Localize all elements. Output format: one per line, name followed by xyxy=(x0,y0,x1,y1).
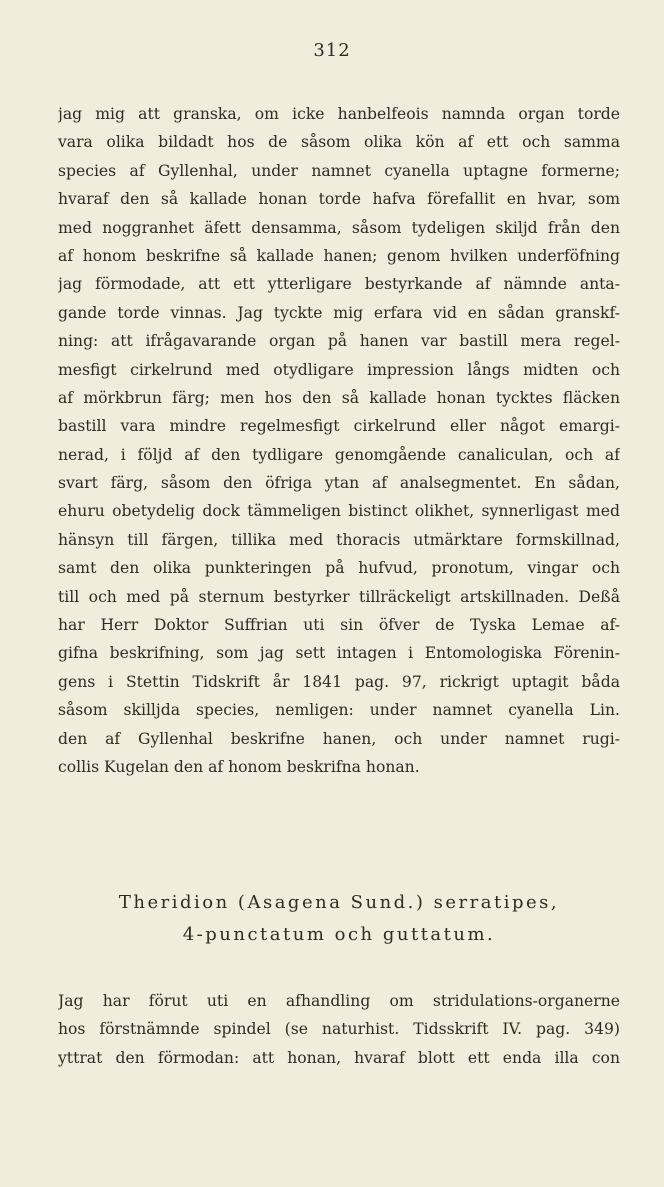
text-line: collis Kugelan den af honom beskrifna honan. xyxy=(58,757,420,776)
text-line: Jag har förut uti en afhandling om stridulations-organerne xyxy=(58,992,620,1010)
paragraph-second xyxy=(58,987,620,1072)
text-line: ehuru obetydelig dock tämmeligen bistinct olikhet, synnerligast med xyxy=(58,502,620,521)
text-line: gande torde vinnas. Jag tyckte mig erfara vid en sådan granskf- xyxy=(58,303,620,322)
text-line: hos förstnämnde spindel (se naturhist. Tidsskrift IV. pag. 349) xyxy=(58,1020,620,1039)
text-line: svart färg, såsom den öfriga ytan af analsegmentet. En sådan, xyxy=(58,474,620,493)
text-line: nerad, i följd af den tydligare genomgående canaliculan, och af xyxy=(58,445,620,464)
text-line: hänsyn till färgen, tillika med thoracis utmärktare formskillnad, xyxy=(58,530,620,549)
text-line: bastill vara mindre regelmesfigt cirkelrund eller något emargi- xyxy=(58,417,620,436)
text-line: till och med på sternum bestyrker tillräckeligt artskillnaden. Deßå xyxy=(58,587,620,606)
text-line: med noggranhet äfett densamma, såsom tydeligen skiljd från den xyxy=(58,218,620,237)
text-line: species af Gyllenhal, under namnet cyanella uptagne formerne; xyxy=(58,161,620,180)
text-line: mesfigt cirkelrund med otydligare impression långs midten och xyxy=(58,360,620,379)
text-line: gifna beskrifning, som jag sett intagen i Entomologiska Förenin- xyxy=(58,644,620,663)
text-line: yttrat den förmodan: att honan, hvaraf blott ett enda illa con xyxy=(58,1048,620,1067)
text-line: vara olika bildadt hos de såsom olika kön af ett och samma xyxy=(58,133,620,152)
text-line: den af Gyllenhal beskrifne hanen, och under namnet rugi- xyxy=(58,729,620,748)
text-line: såsom skilljda species, nemligen: under namnet cyanella Lin. xyxy=(58,701,620,720)
text-line: af honom beskrifne så kallade hanen; genom hvilken underföfning xyxy=(58,246,620,265)
text-line: af mörkbrun färg; men hos den så kallade honan tycktes fläcken xyxy=(58,388,620,407)
text-line: ning: att ifrågavarande organ på hanen var bastill mera regel- xyxy=(58,332,620,351)
text-line: jag förmodade, att ett ytterligare bestyrkande af nämnde anta- xyxy=(58,275,620,294)
text-line: gens i Stettin Tidskrift år 1841 pag. 97, rickrigt uptagit båda xyxy=(58,672,620,691)
text-line: samt den olika punkteringen på hufvud, pronotum, vingar och xyxy=(58,559,620,578)
section-heading: Theridion (Asagena Sund.) serratipes, xyxy=(118,892,560,913)
text-line: jag mig att granska, om icke hanbelfeois namnda organ torde xyxy=(58,105,620,123)
text-line: har Herr Doktor Suffrian uti sin öfver de Tyska Lemae af- xyxy=(58,616,620,635)
page-number: 312 xyxy=(313,40,351,61)
text-line: hvaraf den så kallade honan torde hafva förefallit en hvar, som xyxy=(58,190,620,209)
paragraph-main xyxy=(58,100,620,781)
section-subheading: 4-punctatum och guttatum. xyxy=(182,924,496,945)
